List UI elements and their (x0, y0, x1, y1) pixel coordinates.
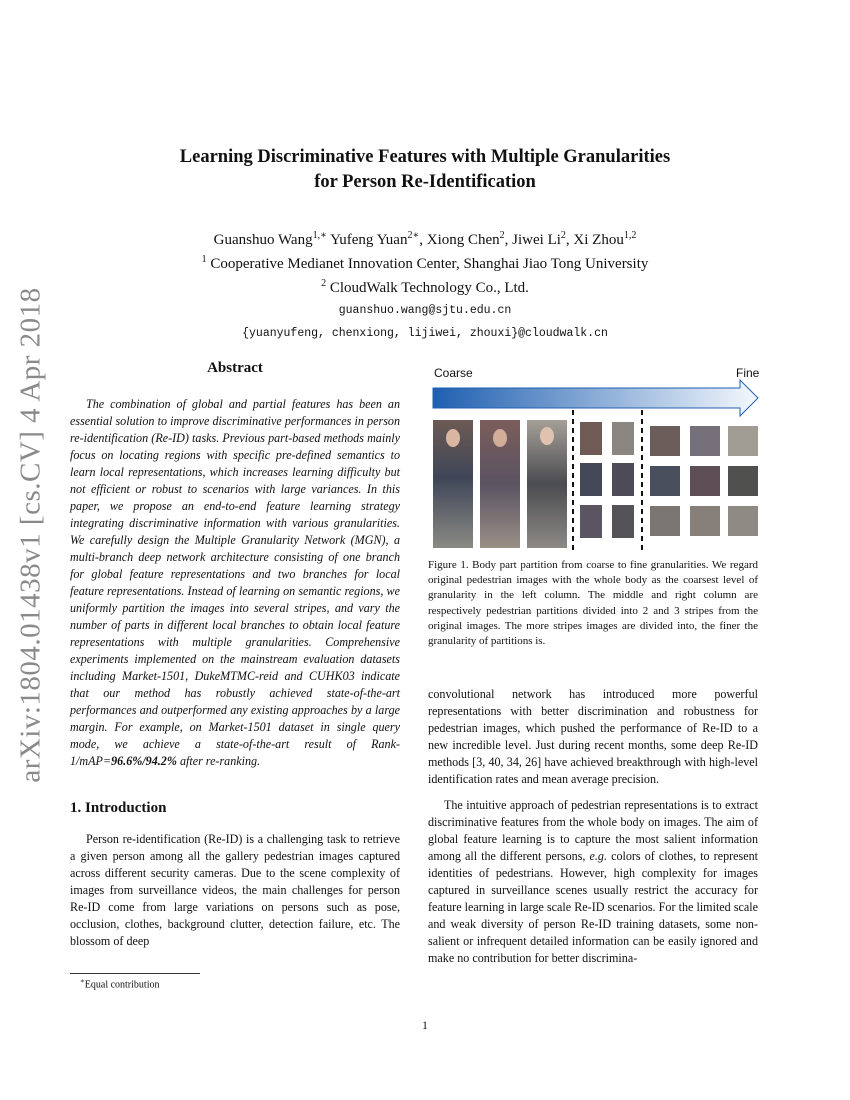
title-line-1: Learning Discriminative Features with Multiple Granularities (179, 147, 671, 167)
paragraph-part: The intuitive approach of pedestrian representations is to extract discriminative features from the whole body on images. The aim of global feature learning is to capture the most salient information among all the different persons, (428, 798, 758, 863)
pedestrian-3-stripe-9 (728, 506, 758, 536)
intro-paragraph: Person re-identification (Re-ID) is a challenging task to retrieve a given person among all the gallery pedestrian images captured across different security cameras. Due to the scene complexity of images from surveillance videos, the main challenges for person Re-ID come from large variations on persons such as pose, occlusion, clothes, background clutter, detection failure, etc. The blossom of deep (70, 832, 400, 948)
abstract-result: 96.6%/94.2% (111, 754, 177, 768)
author-name: Guanshuo Wang (213, 232, 313, 248)
pedestrian-3-stripe-8 (690, 506, 720, 536)
right-column (428, 686, 758, 967)
footnote-rule (70, 973, 200, 974)
granularity-figure (428, 360, 763, 560)
author-name: Xi Zhou (573, 232, 624, 248)
abstract-end: after re-ranking. (176, 754, 261, 768)
footnote (80, 977, 159, 990)
pedestrian-3-stripe-1 (650, 426, 680, 456)
footnote-mark: ∗ (80, 977, 85, 985)
abstract-text (70, 396, 400, 770)
abstract-body: The combination of global and partial features has been an essential solution to improve discriminative performances in person re-identification (Re-ID) tasks. Previous part-based methods mainly focus on locating regions with specific pre-defined semantics to learn local representations, which increases learning difficulty but not efficient or robust to scenarios with large variances. In this paper, we propose an end-to-end feature learning strategy integrating discriminative information with various granularities. We carefully design the Multiple Granularity Network (MGN), a multi-branch deep network architecture consisting of one branch for global feature representations and two branches for local feature representations. Instead of learning on semantic regions, we uniformly partition the images into several stripes, and vary the number of parts in different local branches to obtain local feature representations with multiple granularities. Comprehensive experiments implemented on the mainstream evaluation datasets including Market-1501, DukeMTMC-reid and CUHK03 indicate that our method has robustly achieved state-of-the-art performances and outperformed any existing approaches by a large margin. For example, on Market-1501 dataset in single query mode, we achieve a state-of-the-art result of Rank-1/mAP= (70, 397, 400, 768)
arxiv-stamp-text: arXiv:1804.01438v1 [cs.CV] 4 Apr 2018 (14, 287, 47, 783)
pedestrian-2-stripe-top-1 (580, 422, 602, 455)
pedestrian-2-stripe-mid-2 (612, 463, 634, 496)
granularity-arrow (433, 380, 758, 416)
author-sup: 1,∗ (312, 230, 327, 241)
label-fine: Fine (736, 366, 760, 380)
pedestrian-3-stripe-2 (690, 426, 720, 456)
pedestrian-3-stripe-6 (728, 466, 758, 496)
title-line-2: for Person Re-Identification (314, 172, 536, 192)
affiliation-1 (100, 250, 750, 274)
figure-1 (428, 360, 763, 560)
author-sup: 2∗ (407, 230, 420, 241)
pedestrian-3-stripe-7 (650, 506, 680, 536)
pedestrian-3-stripe-3 (728, 426, 758, 456)
left-column (70, 360, 400, 950)
author-name: Jiwei Li (512, 232, 561, 248)
pedestrian-3-stripe-4 (650, 466, 680, 496)
author-sup: 2 (499, 230, 505, 241)
arxiv-margin-stamp (8, 287, 54, 783)
footnote-text: Equal contribution (84, 979, 160, 991)
author-list: Guanshuo Wang$^{1,∗}$ Yufeng Yuan$^{2∗}$, Xiong Chen$^2$, Jiwei Li$^2$, Xi Zhou$^{1,2}$ (213, 230, 637, 248)
author-block (100, 226, 750, 344)
page-number: 1 (422, 1018, 428, 1032)
affiliation-sup: 2 (321, 278, 327, 289)
paragraph-part: colors of clothes, to represent identities of pedestrians. However, high complexity for images captured in surveillance scenes usually restrict the accuracy for feature learning in large scale Re-ID scenarios. For the limited scale and weak diversity of person Re-ID training datasets, some non-salient or infrequent detailed information can be easily ignored and make no contribution for better discrimina- (428, 849, 758, 965)
section-heading-introduction: 1. Introduction (70, 800, 167, 816)
paper-title (100, 145, 750, 195)
label-coarse: Coarse (434, 366, 473, 380)
email-2: {yuanyufeng, chenxiong, lijiwei, zhouxi}@cloudwalk.cn (242, 327, 608, 340)
affiliation-text: Cooperative Medianet Innovation Center, Shanghai Jiao Tong University (210, 256, 649, 272)
pedestrian-2-stripe-bot-1 (580, 505, 602, 538)
abstract-heading: Abstract (207, 360, 263, 376)
paragraph-italic: e.g. (589, 849, 607, 863)
figure-caption: Figure 1. Body part partition from coarse to fine granularities. We regard original pedestrian images with the whole body as the coarsest level of granularity in the left column. The middle and right column are respectively pedestrian partitions divided into 2 and 3 stripes from the original images. The more stripes images are divided into, the finer the granularity of partitions is. (428, 559, 758, 648)
affiliation-sup: 1 (201, 254, 207, 265)
author-name: Xiong Chen (426, 232, 500, 248)
right-paragraph-1: convolutional network has introduced more powerful representations with better discrimination and robustness for pedestrian images, which pushed the performance of Re-ID to a new incredible level. Just during recent months, some deep Re-ID methods [3, 40, 34, 26] have achieved breakthrough with high-level identification rates and mean average precision. (428, 687, 758, 786)
affiliation-2 (100, 274, 750, 298)
author-sup: 1,2 (623, 230, 637, 241)
pedestrian-2-stripe-bot-2 (612, 505, 634, 538)
author-name: Yufeng Yuan (330, 232, 408, 248)
pedestrian-2-stripe-top-2 (612, 422, 634, 455)
pedestrian-3-stripe-5 (690, 466, 720, 496)
author-sup: 2 (560, 230, 566, 241)
affiliation-text: CloudWalk Technology Co., Ltd. (329, 280, 529, 296)
right-paragraph-2 (428, 797, 758, 967)
email-1: guanshuo.wang@sjtu.edu.cn (338, 304, 512, 317)
pedestrian-2-stripe-mid-1 (580, 463, 602, 496)
